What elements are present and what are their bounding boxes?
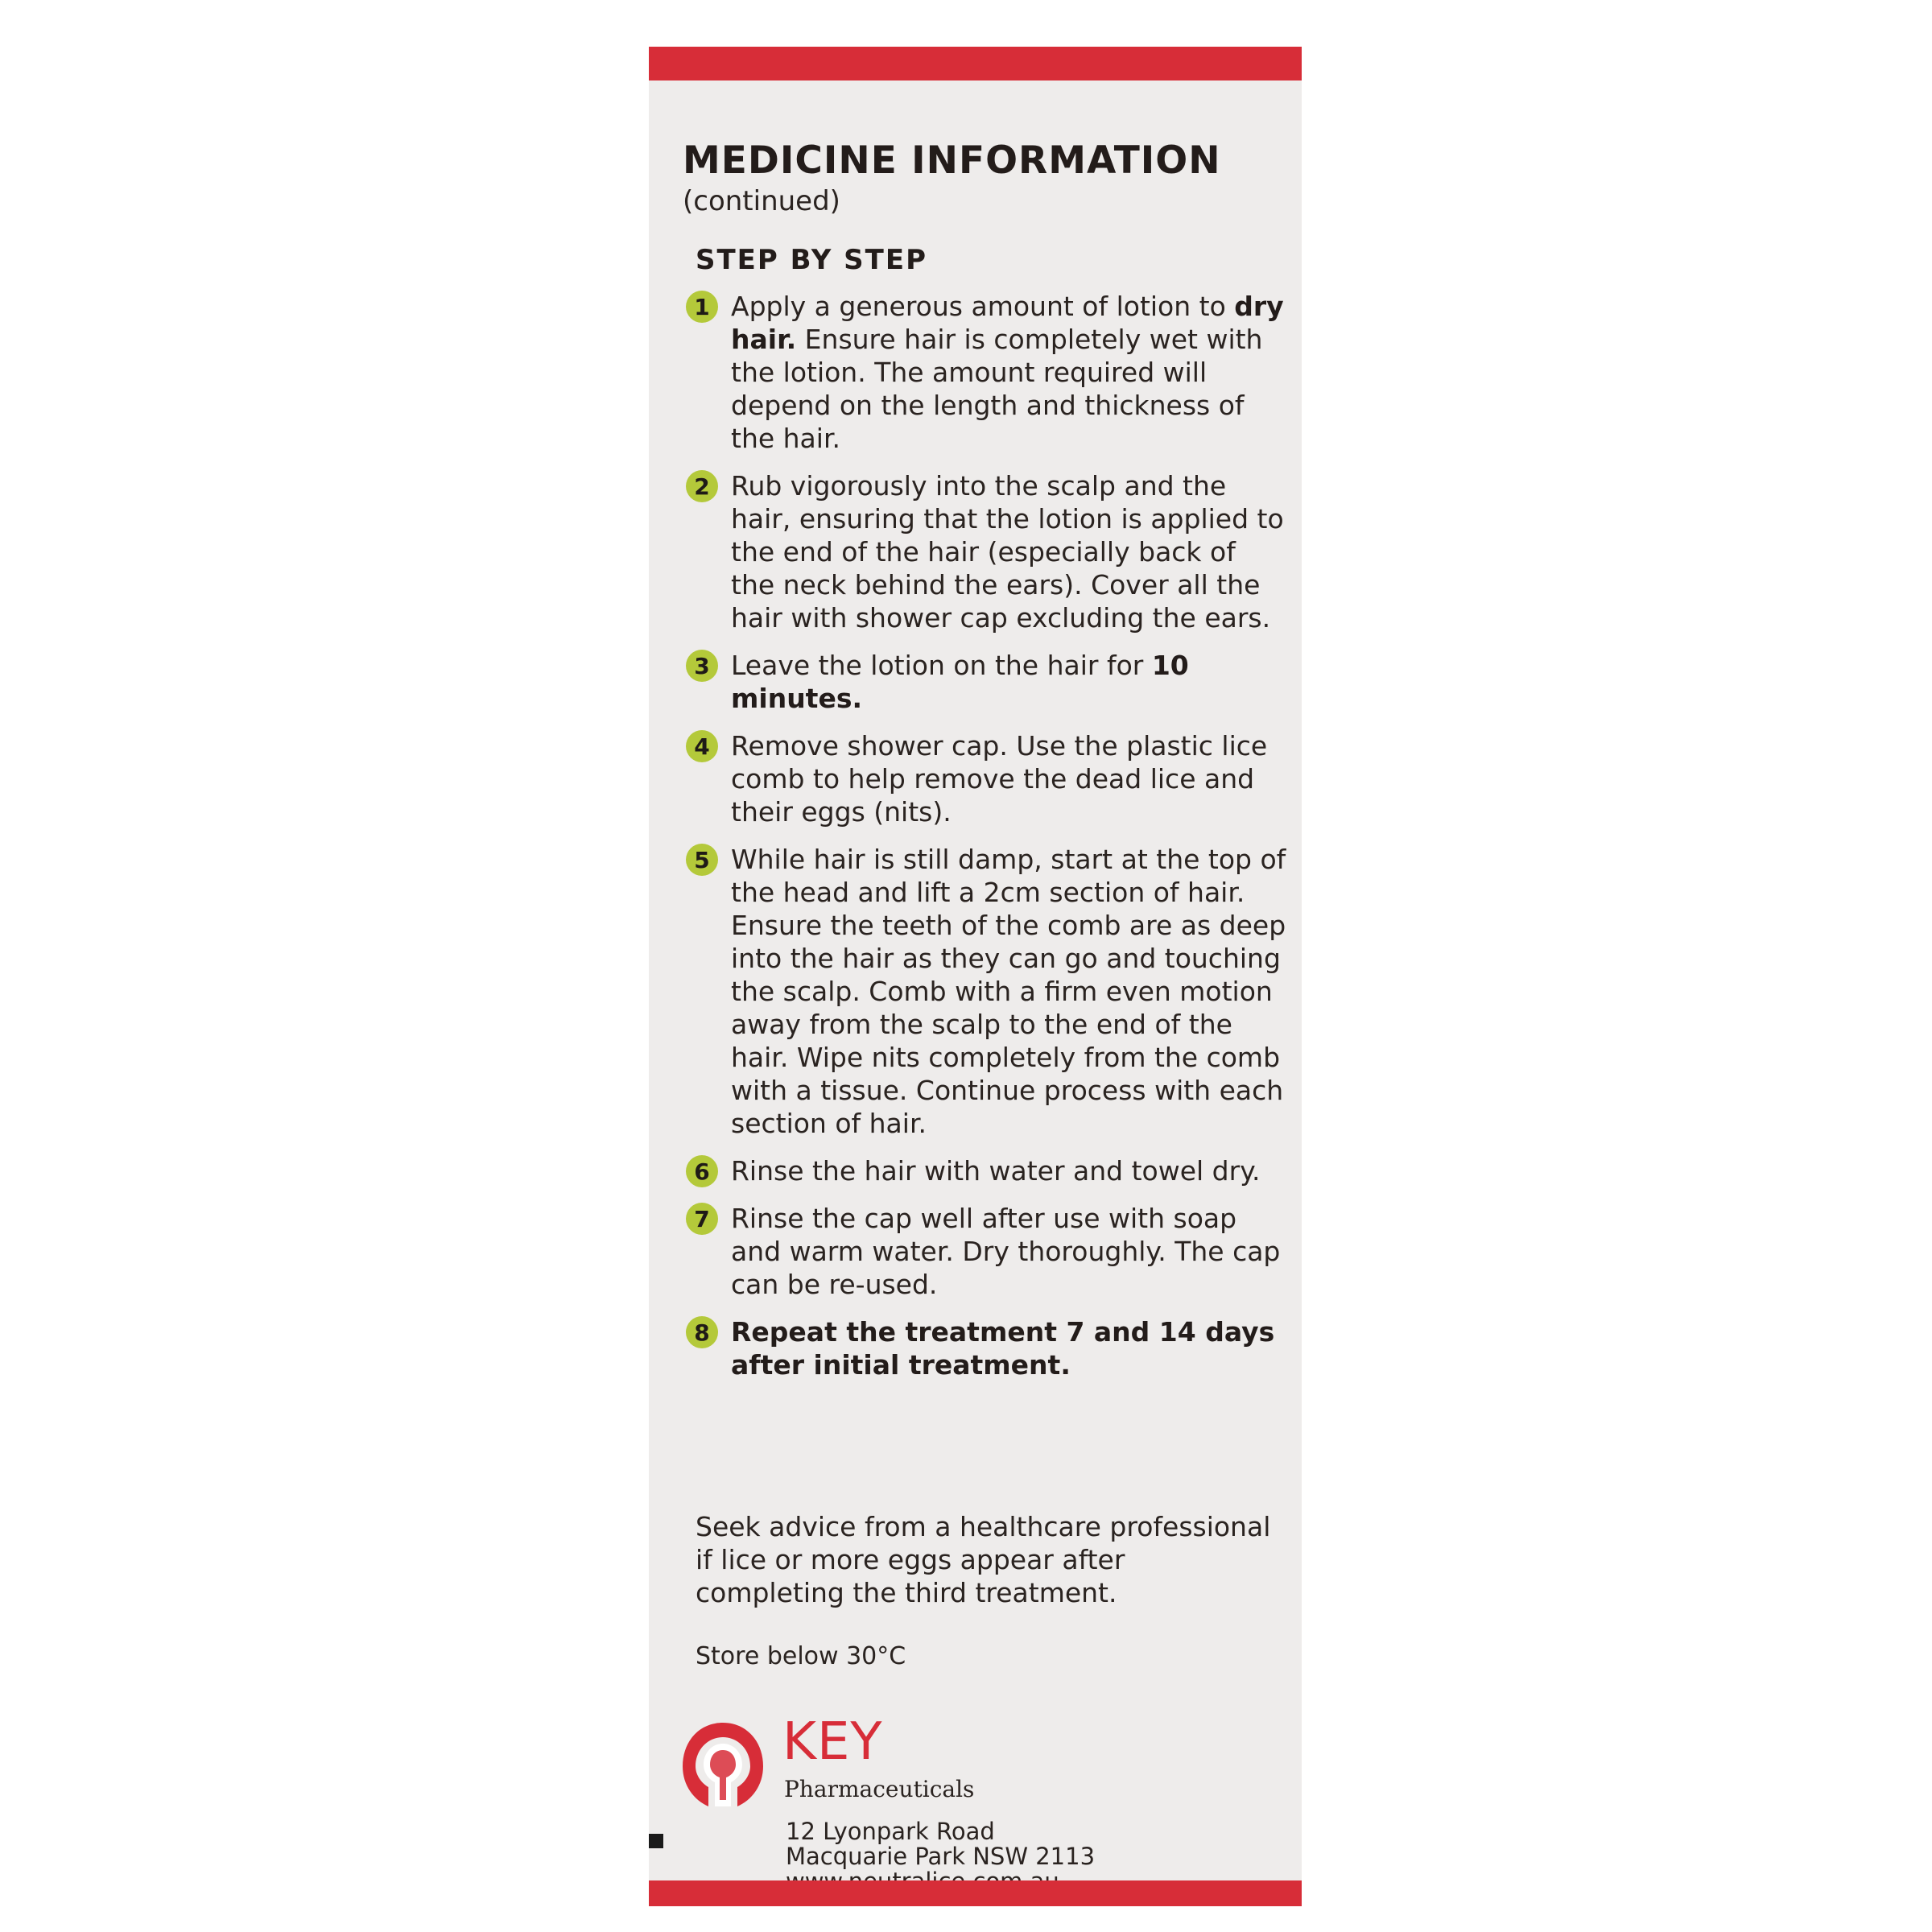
step-text-run: Apply a generous amount of lotion to	[731, 291, 1235, 322]
step-number-badge: 4	[686, 730, 718, 762]
address-line-1: 12 Lyonpark Road	[786, 1818, 995, 1845]
step-text-run: While hair is still damp, start at the top of the head and lift a 2cm section of hair. Ensure the teeth of the comb are as deep into the hair as they can go and touching the scalp. Comb with a firm even motion away from the scalp to the end of the hair. Wipe nits completely from the comb with a tissue. Continue process with each section of hair.	[731, 844, 1286, 1139]
bottom-red-band	[649, 1880, 1302, 1906]
step-text-bold: 10 minutes.	[731, 650, 1189, 714]
page-subtitle: (continued)	[683, 185, 840, 217]
step-text	[731, 649, 1286, 715]
steps-list	[686, 290, 1290, 1396]
step-item	[686, 1315, 1290, 1381]
step-item	[686, 469, 1290, 634]
step-text-run: Rub vigorously into the scalp and the hair, ensuring that the lotion is applied to the end of the hair (especially back of the neck behind the ears). Cover all the hair with shower cap excluding the ears.	[731, 470, 1284, 634]
key-pharmaceuticals-logo-icon	[679, 1719, 766, 1810]
step-text	[731, 1154, 1286, 1187]
step-item	[686, 843, 1290, 1140]
medicine-info-panel	[649, 47, 1302, 1906]
step-text	[731, 843, 1286, 1140]
storage-text: Store below 30°C	[696, 1642, 906, 1670]
advice-text: Seek advice from a healthcare professional if lice or more eggs appear after completing the third treatment.	[696, 1511, 1271, 1608]
step-number-badge: 8	[686, 1316, 718, 1348]
step-text	[731, 1315, 1286, 1381]
page-title: MEDICINE INFORMATION	[683, 138, 1221, 183]
step-number-badge: 3	[686, 650, 718, 682]
step-text-run: Remove shower cap. Use the plastic lice comb to help remove the dead lice and their eggs (nits).	[731, 730, 1268, 828]
step-text	[731, 729, 1286, 828]
section-heading: STEP BY STEP	[696, 244, 927, 276]
step-text-run: Leave the lotion on the hair for	[731, 650, 1152, 681]
step-item	[686, 649, 1290, 715]
top-red-band	[649, 47, 1302, 80]
step-item	[686, 729, 1290, 828]
step-number-badge: 2	[686, 470, 718, 502]
step-number-badge: 6	[686, 1155, 718, 1187]
address-line-2: Macquarie Park NSW 2113	[786, 1843, 1096, 1870]
step-text-run: Rinse the hair with water and towel dry.	[731, 1155, 1261, 1187]
step-text-bold: Repeat the treatment 7 and 14 days after initial treatment.	[731, 1316, 1275, 1381]
step-item	[686, 1202, 1290, 1301]
step-number-badge: 1	[686, 291, 718, 323]
step-item	[686, 290, 1290, 455]
step-item	[686, 1154, 1290, 1187]
step-text	[731, 290, 1286, 455]
step-text-run: Ensure hair is completely wet with the lotion. The amount required will depend on the length and thickness of the hair.	[731, 324, 1263, 454]
step-number-badge: 7	[686, 1203, 718, 1235]
print-marker	[649, 1834, 663, 1848]
step-number-badge: 5	[686, 844, 718, 876]
step-text	[731, 469, 1286, 634]
step-text	[731, 1202, 1286, 1301]
company-subtitle: Pharmaceuticals	[784, 1776, 975, 1802]
step-text-run: Rinse the cap well after use with soap and warm water. Dry thoroughly. The cap can be re-used.	[731, 1203, 1281, 1300]
step-text-bold: dry hair.	[731, 291, 1284, 355]
company-name: KEY	[782, 1712, 883, 1772]
